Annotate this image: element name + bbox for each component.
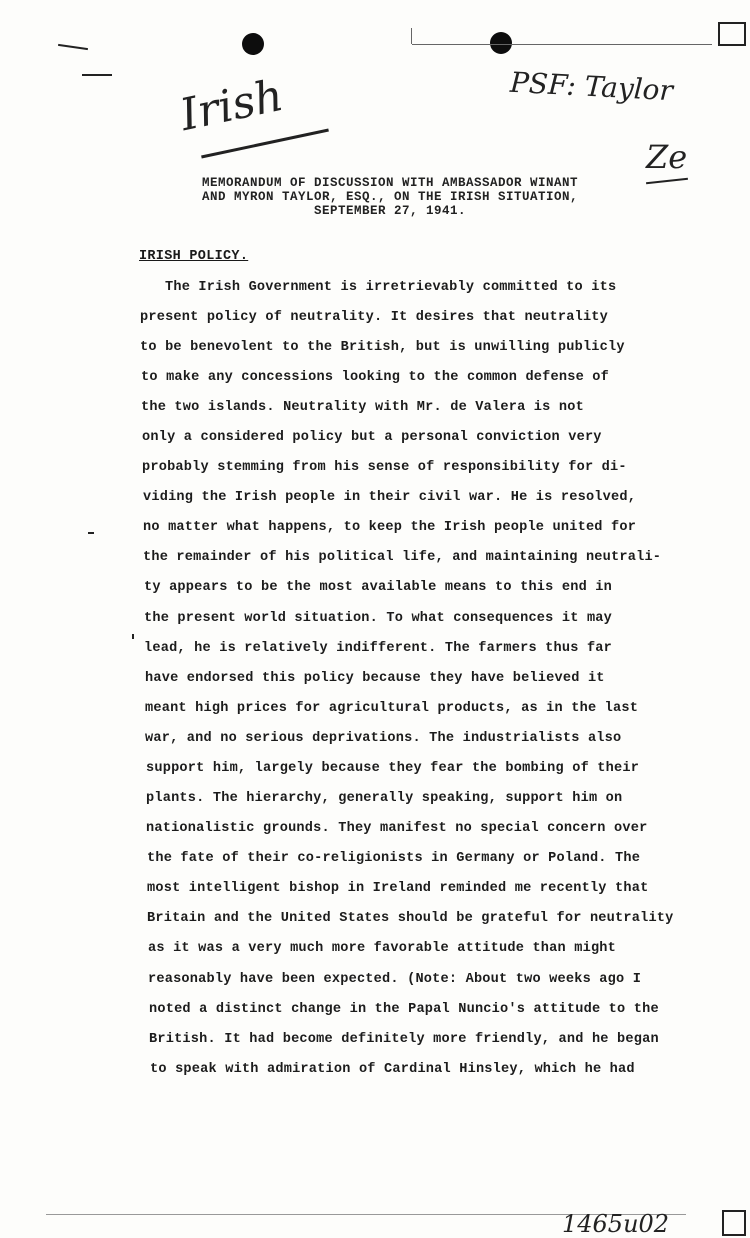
body-line: meant high prices for agricultural products, as in the last	[145, 701, 639, 716]
punch-hole-left	[242, 33, 264, 55]
top-rule-tick	[411, 28, 412, 44]
margin-speck	[132, 634, 134, 639]
body-line: the fate of their co-religionists in Germany or Poland. The	[147, 851, 641, 866]
title-line-2: AND MYRON TAYLOR, ESQ., ON THE IRISH SITUATION,	[201, 190, 579, 204]
body-line: reasonably have been expected. (Note: About two weeks ago I	[148, 972, 642, 987]
edge-mark	[58, 44, 88, 50]
punch-hole-right	[490, 32, 512, 54]
edge-mark	[82, 74, 112, 76]
body-line: nationalistic grounds. They manifest no special concern over	[146, 821, 648, 836]
corner-mark	[718, 22, 746, 46]
top-rule	[412, 44, 712, 45]
body-line: to be benevolent to the British, but is unwilling publicly	[140, 340, 625, 355]
memorandum-title	[150, 176, 630, 218]
body-line: the two islands. Neutrality with Mr. de Valera is not	[141, 400, 584, 415]
title-line-3: SEPTEMBER 27, 1941.	[313, 204, 467, 218]
body-line: probably stemming from his sense of responsibility for di-	[142, 460, 627, 475]
body-line: plants. The hierarchy, generally speaking, support him on	[146, 791, 623, 806]
initials-underline	[646, 178, 688, 184]
handwritten-document-number: 1465u02	[562, 1210, 670, 1238]
body-line: the remainder of his political life, and maintaining neutrali-	[143, 550, 662, 565]
body-line: British. It had become definitely more friendly, and he began	[149, 1032, 659, 1047]
body-line: as it was a very much more favorable attitude than might	[148, 941, 617, 956]
body-line: the present world situation. To what consequences it may	[144, 611, 613, 626]
body-line: have endorsed this policy because they have believed it	[145, 671, 605, 686]
handwritten-irish-note: Irish	[175, 69, 288, 142]
body-line: only a considered policy but a personal conviction very	[142, 430, 602, 445]
handwritten-initials: Ze	[646, 138, 688, 176]
body-line: to speak with admiration of Cardinal Hinsley, which he had	[150, 1062, 635, 1077]
body-line: Britain and the United States should be grateful for neutrality	[147, 911, 674, 926]
body-line: no matter what happens, to keep the Irish people united for	[143, 520, 637, 535]
body-line: lead, he is relatively indifferent. The farmers thus far	[144, 641, 613, 656]
body-line: ty appears to be the most available means to this end in	[144, 580, 613, 595]
body-line: noted a distinct change in the Papal Nuncio's attitude to the	[149, 1002, 659, 1017]
body-line: war, and no serious deprivations. The industrialists also	[145, 731, 622, 746]
body-line: most intelligent bishop in Ireland reminded me recently that	[147, 881, 649, 896]
body-line: to make any concessions looking to the common defense of	[141, 370, 610, 385]
handwritten-file-reference: PSF: Taylor	[509, 65, 674, 108]
margin-speck	[88, 532, 94, 534]
body-line: support him, largely because they fear the bombing of their	[146, 761, 640, 776]
title-line-1: MEMORANDUM OF DISCUSSION WITH AMBASSADOR WINANT	[201, 176, 579, 190]
corner-mark-bottom	[722, 1210, 746, 1236]
body-line: present policy of neutrality. It desires that neutrality	[140, 310, 609, 325]
body-line: The Irish Government is irretrievably committed to its	[165, 280, 617, 295]
body-line: viding the Irish people in their civil war. He is resolved,	[143, 490, 637, 505]
section-heading: IRISH POLICY.	[139, 249, 249, 264]
